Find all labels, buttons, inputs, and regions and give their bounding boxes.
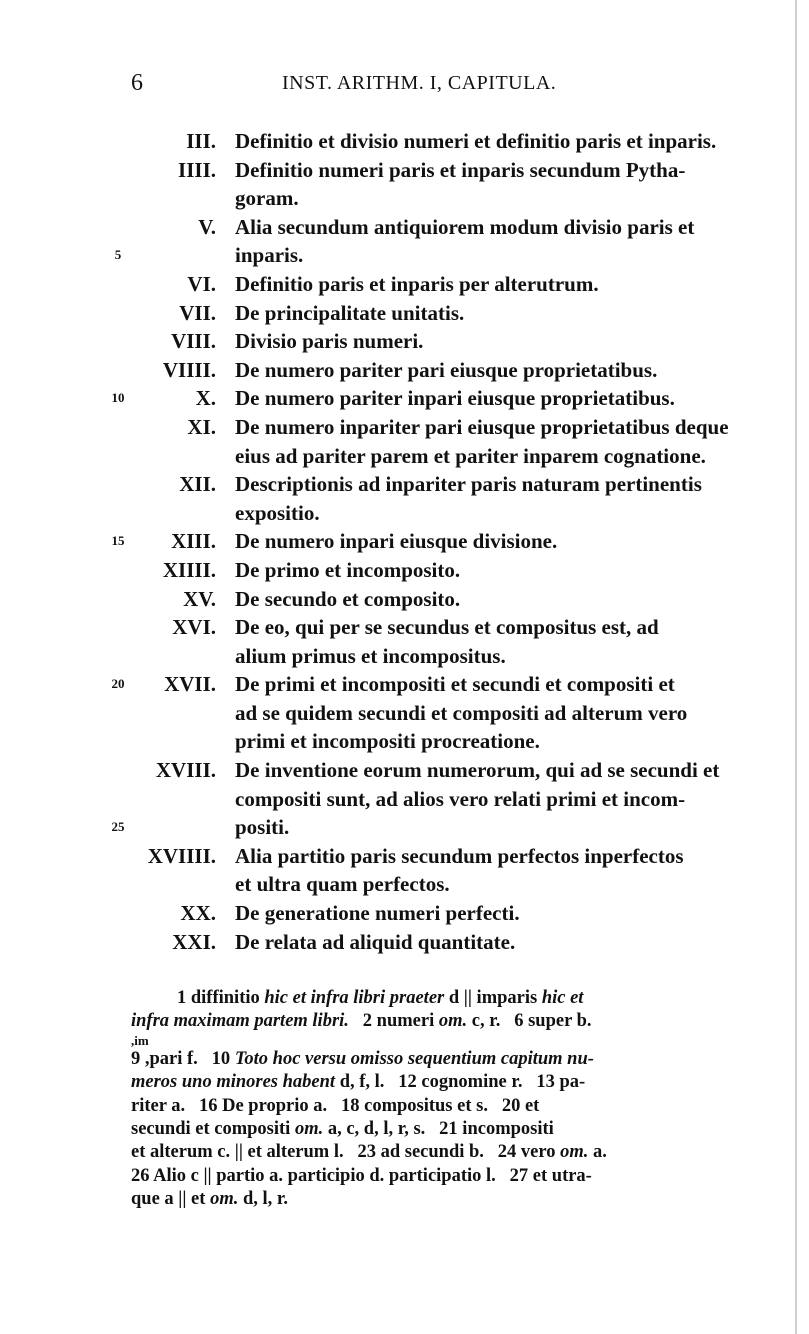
chapter-numeral: VII.	[179, 300, 216, 325]
chapter-numeral: X.	[195, 386, 216, 411]
apparatus-text: ,im	[131, 1032, 149, 1048]
chapter-title-text: ad se quidem secundi et compositi ad alterum vero	[235, 700, 688, 725]
chapter-numeral: III.	[186, 129, 216, 153]
apparatus-text: secundi et compositi	[131, 1118, 295, 1139]
chapter-numeral: XVI.	[172, 615, 216, 640]
chapter-title-text: Definitio numeri paris et inparis secundum Pytha-	[235, 157, 686, 182]
chapter-title-text: primi et incompositi procreatione.	[235, 729, 540, 754]
apparatus-line	[131, 1034, 783, 1048]
apparatus-text: d, f, l. 12 cognomine r. 13 pa-	[335, 1072, 586, 1093]
chapter-numeral: XVII.	[164, 672, 216, 697]
chapter-title-text: compositi sunt, ad alios vero relati primi et incom-	[235, 786, 686, 811]
apparatus-line	[131, 1141, 783, 1164]
apparatus-italic-text: Toto hoc versu omisso sequentium capitum nu-	[234, 1048, 594, 1069]
chapter-line	[0, 842, 809, 871]
margin-line-number: 10	[111, 390, 125, 406]
apparatus-text: d || imparis	[444, 988, 542, 1008]
chapter-entry	[0, 756, 809, 842]
chapter-title-text: De relata ad aliquid quantitate.	[235, 929, 516, 954]
chapter-title-text: De eo, qui per se secundus et compositus est, ad	[235, 615, 659, 640]
chapter-entry	[0, 213, 809, 270]
chapter-title-text: alium primus et incompositus.	[235, 643, 506, 668]
chapter-numeral: XIIII.	[162, 557, 216, 582]
chapter-entry	[0, 613, 809, 670]
chapter-numeral: IIII.	[178, 157, 216, 182]
chapter-title-text: positi.	[235, 815, 290, 840]
chapter-title-text: Alia secundum antiquiorem modum divisio paris et	[235, 214, 695, 239]
apparatus-text: 2 numeri	[348, 1011, 439, 1032]
apparatus-text: 1 diffinitio	[177, 988, 265, 1008]
chapter-line	[0, 727, 809, 756]
chapter-entry	[0, 556, 809, 585]
apparatus-italic-text: om.	[210, 1189, 239, 1210]
chapter-title-text: De primo et incomposito.	[235, 557, 461, 582]
chapter-title-text: goram.	[235, 186, 299, 211]
chapter-line	[0, 613, 809, 642]
margin-line-number: 5	[114, 247, 122, 263]
apparatus-italic-text: om.	[438, 1011, 468, 1032]
chapter-title-text: De principalitate unitatis.	[235, 300, 465, 325]
apparatus-line	[131, 987, 783, 1010]
chapter-title-text: Alia partitio paris secundum perfectos inperfectos	[235, 843, 684, 868]
chapter-line	[0, 470, 809, 499]
chapter-entry	[0, 842, 809, 899]
chapter-title-text: De inventione eorum numerorum, qui ad se secundi et	[235, 758, 720, 783]
chapter-title-text: inparis.	[235, 243, 304, 268]
chapter-numeral: XX.	[180, 901, 216, 926]
running-title: INST. ARITHM. I, CAPITULA.	[282, 72, 557, 94]
chapter-line	[0, 413, 809, 442]
chapter-title-text: De numero pariter inpari eiusque proprietatibus.	[235, 386, 675, 411]
chapter-numeral: VIII.	[171, 329, 216, 354]
apparatus-line	[131, 1165, 783, 1188]
chapter-entry	[0, 384, 809, 413]
apparatus-italic-text: hic et infra libri praeter	[264, 988, 445, 1008]
apparatus-text: 26 Alio c || partio a. participio d. participatio l. 27 et utra-	[131, 1165, 592, 1186]
apparatus-text: 9 ,pari f. 10	[131, 1048, 235, 1069]
chapter-line	[0, 899, 809, 928]
chapter-entry	[0, 327, 809, 356]
apparatus-text: d, l, r.	[238, 1189, 289, 1210]
chapter-title-text: Descriptionis ad inpariter paris naturam pertinentis	[235, 472, 702, 497]
chapter-entry	[0, 928, 809, 957]
chapter-entry	[0, 156, 809, 213]
chapter-title-text: expositio.	[235, 500, 320, 525]
apparatus-italic-text: meros uno minores habent	[131, 1072, 336, 1093]
apparatus-line	[131, 1095, 783, 1118]
apparatus-text: a.	[588, 1142, 607, 1163]
chapter-entry	[0, 413, 809, 470]
chapter-numeral: VIIII.	[162, 357, 216, 382]
chapter-line	[0, 156, 809, 185]
chapter-line	[0, 499, 809, 528]
chapter-line	[0, 928, 809, 957]
chapter-line	[0, 327, 809, 356]
chapter-line	[0, 870, 809, 899]
apparatus-line	[131, 1188, 783, 1211]
chapter-line	[0, 356, 809, 385]
chapter-title-text: De generatione numeri perfecti.	[235, 901, 520, 926]
apparatus-text: que a || et	[131, 1189, 211, 1210]
apparatus-line	[131, 1071, 783, 1094]
chapter-line	[0, 270, 809, 299]
chapter-entry	[0, 527, 809, 556]
apparatus-italic-text: hic et	[541, 988, 584, 1008]
chapter-numeral: V.	[198, 214, 216, 239]
chapter-line	[0, 813, 809, 842]
margin-line-number: 25	[111, 819, 125, 835]
chapter-line	[0, 213, 809, 242]
apparatus-line	[131, 1118, 783, 1141]
chapter-line	[0, 785, 809, 814]
chapter-title-text: Definitio paris et inparis per alterutrum.	[235, 271, 599, 296]
chapter-entry	[0, 670, 809, 756]
chapter-line	[0, 670, 809, 699]
chapter-line	[0, 184, 809, 213]
chapter-entry	[0, 585, 809, 614]
chapter-list	[0, 127, 809, 956]
chapter-entry	[0, 356, 809, 385]
chapter-numeral: XIII.	[171, 529, 216, 554]
chapter-numeral: XVIII.	[155, 758, 216, 783]
chapter-numeral: XI.	[187, 414, 216, 439]
chapter-line	[0, 756, 809, 785]
chapter-title-text: De primi et incompositi et secundi et compositi et	[235, 672, 675, 697]
apparatus-text: a, c, d, l, r, s. 21 incompositi	[323, 1118, 554, 1139]
apparatus-italic-text: om.	[560, 1142, 589, 1163]
chapter-entry	[0, 127, 809, 156]
chapter-title-text: Definitio et divisio numeri et definitio paris et inparis.	[235, 129, 717, 153]
apparatus-line	[131, 1010, 783, 1033]
chapter-title-text: De secundo et composito.	[235, 586, 461, 611]
chapter-entry	[0, 899, 809, 928]
chapter-title-text: Divisio paris numeri.	[235, 329, 424, 354]
apparatus-line	[131, 1048, 783, 1071]
chapter-title-text: De numero inpariter pari eiusque proprietatibus deque	[235, 414, 729, 439]
chapter-title-text: et ultra quam perfectos.	[235, 872, 450, 897]
page-header	[0, 70, 809, 104]
chapter-line	[0, 299, 809, 328]
critical-apparatus	[131, 987, 783, 1212]
chapter-line	[0, 527, 809, 556]
chapter-line	[0, 127, 809, 156]
apparatus-text: et alterum c. || et alterum l. 23 ad secundi b. 24 vero	[131, 1142, 561, 1163]
chapter-numeral: XV.	[183, 586, 216, 611]
chapter-line	[0, 442, 809, 471]
apparatus-italic-text: infra maximam partem libri.	[131, 1011, 349, 1032]
chapter-numeral: XXI.	[172, 929, 216, 954]
chapter-title-text: De numero inpari eiusque divisione.	[235, 529, 558, 554]
chapter-line	[0, 384, 809, 413]
chapter-entry	[0, 299, 809, 328]
apparatus-text: c, r. 6 super b.	[467, 1011, 592, 1032]
apparatus-text: riter a. 16 De proprio a. 18 compositus et s. 20 et	[131, 1095, 540, 1116]
chapter-line	[0, 241, 809, 270]
margin-line-number: 20	[111, 676, 125, 692]
chapter-line	[0, 642, 809, 671]
chapter-title-text: eius ad pariter parem et pariter inparem cognatione.	[235, 443, 706, 468]
chapter-numeral: XII.	[179, 472, 216, 497]
apparatus-italic-text: om.	[294, 1118, 324, 1139]
chapter-entry	[0, 270, 809, 299]
page-number: 6	[131, 70, 143, 96]
chapter-line	[0, 585, 809, 614]
chapter-line	[0, 556, 809, 585]
chapter-numeral: XVIIII.	[147, 843, 216, 868]
chapter-numeral: VI.	[187, 271, 216, 296]
chapter-title-text: De numero pariter pari eiusque proprietatibus.	[235, 357, 658, 382]
chapter-line	[0, 699, 809, 728]
chapter-entry	[0, 470, 809, 527]
margin-line-number: 15	[111, 533, 125, 549]
